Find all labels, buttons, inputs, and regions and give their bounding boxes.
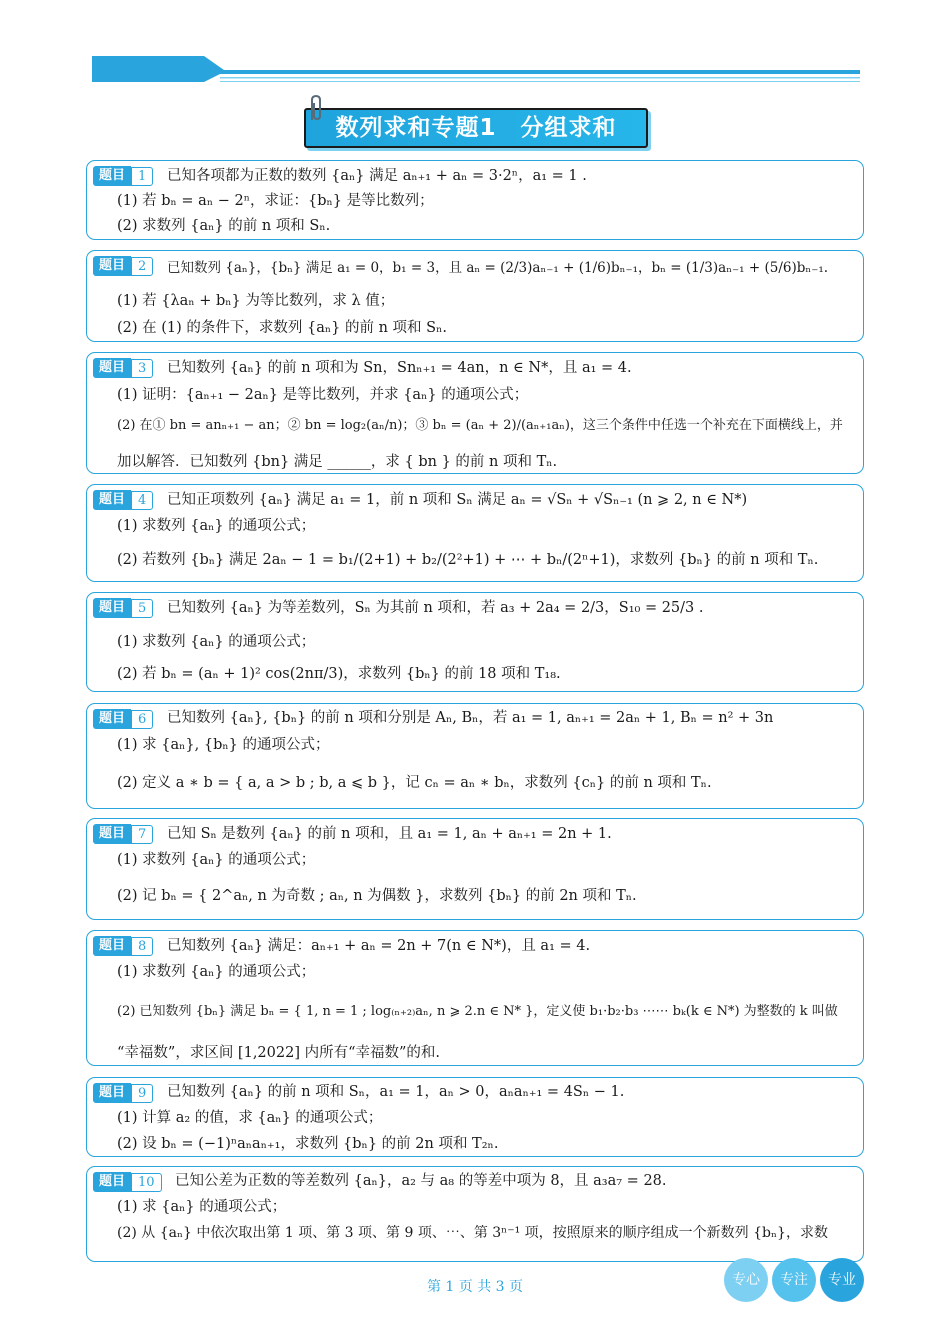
- problem-6: [86, 703, 864, 809]
- problem-tag: [93, 490, 153, 510]
- problem-part: (1) 求数列 {aₙ} 的通项公式；: [117, 634, 316, 650]
- problem-part: “幸福数”，求区间 [1,2022] 内所有“幸福数”的和.: [117, 1045, 441, 1061]
- slogan-bubble-1: 专心: [724, 1258, 768, 1302]
- problem-part: (2) 在① bn = anₙ₊₁ − an；② bn = log₂(aₙ/n)；③ bₙ = (aₙ + 2)/(aₙ₊₁aₙ)，这三个条件中任选一个补充在下面横线上，并: [117, 418, 843, 433]
- problem-part: (2) 记 bₙ = { 2^aₙ, n 为奇数 ; aₙ, n 为偶数 }，求数列 {bₙ} 的前 2n 项和 Tₙ.: [117, 888, 637, 904]
- problem-statement: 已知数列 {aₙ} 的前 n 项和 Sₙ，a₁ = 1，aₙ > 0，aₙaₙ₊₁ = 4Sₙ − 1.: [167, 1084, 625, 1100]
- problem-part: (1) 求 {aₙ} 的通项公式；: [117, 1199, 287, 1215]
- problem-tag-label: 题目: [93, 256, 131, 276]
- problem-tag-number: 8: [131, 937, 153, 956]
- problem-9: [86, 1077, 864, 1157]
- problem-tag-label: 题目: [93, 1083, 131, 1103]
- problem-part: (2) 从 {aₙ} 中依次取出第 1 项、第 3 项、第 9 项、⋯、第 3ⁿ⁻¹ 项，按照原来的顺序组成一个新数列 {bₙ}，求数: [117, 1225, 828, 1241]
- problem-tag-label: 题目: [93, 166, 131, 186]
- problem-tag-number: 5: [131, 599, 153, 618]
- problem-statement: 已知公差为正数的等差数列 {aₙ}，a₂ 与 a₈ 的等差中项为 8，且 a₃a₇ = 28.: [175, 1173, 667, 1189]
- problem-part: (2) 定义 a ∗ b = { a, a > b ; b, a ⩽ b }，记 cₙ = aₙ ∗ bₙ，求数列 {cₙ} 的前 n 项和 Tₙ.: [117, 775, 712, 791]
- problem-part: (2) 若 bₙ = (aₙ + 1)² cos(2nπ/3)，求数列 {bₙ} 的前 18 项和 T₁₈.: [117, 666, 561, 682]
- problem-1: [86, 160, 864, 240]
- problem-part: (1) 求数列 {aₙ} 的通项公式；: [117, 964, 316, 980]
- problem-tag-number: 7: [131, 825, 153, 844]
- problem-part: (1) 若 {λaₙ + bₙ} 为等比数列，求 λ 值；: [117, 293, 395, 309]
- problem-statement: 已知正项数列 {aₙ} 满足 a₁ = 1，前 n 项和 Sₙ 满足 aₙ = √Sₙ + √Sₙ₋₁ (n ⩾ 2, n ∈ N*): [167, 492, 748, 508]
- problem-4: [86, 484, 864, 582]
- problem-tag: [93, 166, 153, 186]
- problem-part: (2) 求数列 {aₙ} 的前 n 项和 Sₙ.: [117, 218, 331, 234]
- problem-tag-label: 题目: [93, 598, 131, 618]
- problem-statement: 已知数列 {aₙ} 为等差数列，Sₙ 为其前 n 项和，若 a₃ + 2a₄ = 2/3，S₁₀ = 25/3 .: [167, 600, 704, 616]
- problem-statement: 已知 Sₙ 是数列 {aₙ} 的前 n 项和，且 a₁ = 1, aₙ + aₙ₊₁ = 2n + 1.: [167, 826, 612, 842]
- problem-tag: [93, 709, 153, 729]
- problem-part: (1) 求数列 {aₙ} 的通项公式；: [117, 852, 316, 868]
- problem-8: [86, 930, 864, 1066]
- problem-tag: [93, 824, 153, 844]
- problem-tag-label: 题目: [93, 709, 131, 729]
- problem-part: (1) 证明：{aₙ₊₁ − 2aₙ} 是等比数列，并求 {aₙ} 的通项公式；: [117, 387, 529, 403]
- problem-tag: [93, 1172, 162, 1192]
- problem-tag: [93, 598, 153, 618]
- problem-7: [86, 818, 864, 920]
- problem-tag-label: 题目: [93, 490, 131, 510]
- problem-statement: 已知各项都为正数的数列 {aₙ} 满足 aₙ₊₁ + aₙ = 3·2ⁿ，a₁ = 1 .: [167, 168, 587, 184]
- problem-tag: [93, 256, 153, 276]
- problem-statement: 已知数列 {aₙ} 满足：aₙ₊₁ + aₙ = 2n + 7(n ∈ N*)，且 a₁ = 4.: [167, 938, 591, 954]
- title-banner: [300, 104, 648, 148]
- problem-tag-label: 题目: [93, 936, 131, 956]
- problem-tag-label: 题目: [93, 358, 131, 378]
- problem-tag-number: 3: [131, 359, 153, 378]
- problem-tag-number: 2: [131, 257, 153, 276]
- problem-10: [86, 1166, 864, 1262]
- problem-tag-label: 题目: [93, 824, 131, 844]
- problem-tag: [93, 358, 153, 378]
- slogan-bubble-2: 专注: [772, 1258, 816, 1302]
- problem-3: [86, 352, 864, 474]
- problem-part: (2) 已知数列 {bₙ} 满足 bₙ = { 1, n = 1 ; log₍ₙ₊₂₎aₙ, n ⩾ 2.n ∈ N* }，定义使 b₁·b₂·b₃ ⋯⋯ bₖ(k ∈ N*) 为整数的 k 叫做: [117, 1004, 838, 1019]
- problem-part: (2) 在 (1) 的条件下，求数列 {aₙ} 的前 n 项和 Sₙ.: [117, 320, 447, 336]
- problem-part: 加以解答．已知数列 {bn} 满足 ______，求 { bn } 的前 n 项和 Tₙ.: [117, 454, 558, 470]
- problem-part: (1) 计算 a₂ 的值，求 {aₙ} 的通项公式；: [117, 1110, 383, 1126]
- paperclip-icon: [306, 94, 328, 124]
- problem-tag-number: 1: [131, 167, 153, 186]
- problem-tag-number: 4: [131, 491, 153, 510]
- problem-tag-number: 9: [131, 1084, 153, 1103]
- problem-part: (2) 若数列 {bₙ} 满足 2aₙ − 1 = b₁/(2+1) + b₂/(2²+1) + ⋯ + bₙ/(2ⁿ+1)，求数列 {bₙ} 的前 n 项和 Tₙ.: [117, 552, 819, 568]
- problem-5: [86, 592, 864, 692]
- problem-tag-label: 题目: [93, 1172, 131, 1192]
- problem-part: (1) 求 {aₙ}, {bₙ} 的通项公式；: [117, 737, 330, 753]
- problem-statement: 已知数列 {aₙ}，{bₙ} 满足 a₁ = 0，b₁ = 3，且 aₙ = (2/3)aₙ₋₁ + (1/6)bₙ₋₁，bₙ = (1/3)aₙ₋₁ + (5/6)bₙ₋₁.: [167, 260, 829, 276]
- problem-statement: 已知数列 {aₙ} 的前 n 项和为 Sn，Snₙ₊₁ = 4an，n ∈ N*，且 a₁ = 4.: [167, 360, 632, 376]
- problem-2: [86, 250, 864, 342]
- problem-tag-number: 10: [131, 1173, 162, 1192]
- problem-tag: [93, 1083, 153, 1103]
- problem-tag: [93, 936, 153, 956]
- slogan-bubble-3: 专业: [820, 1258, 864, 1302]
- problem-part: (1) 求数列 {aₙ} 的通项公式；: [117, 518, 316, 534]
- problem-statement: 已知数列 {aₙ}, {bₙ} 的前 n 项和分别是 Aₙ, Bₙ，若 a₁ = 1, aₙ₊₁ = 2aₙ + 1, Bₙ = n² + 3n: [167, 710, 774, 726]
- page-footer: 第 1 页 共 3 页: [426, 1279, 524, 1295]
- problem-part: (2) 设 bₙ = (−1)ⁿaₙaₙ₊₁，求数列 {bₙ} 的前 2n 项和 T₂ₙ.: [117, 1136, 499, 1152]
- header-decor-bar: [92, 56, 860, 84]
- problem-tag-number: 6: [131, 710, 153, 729]
- problem-part: (1) 若 bₙ = aₙ − 2ⁿ，求证：{bₙ} 是等比数列；: [117, 193, 434, 209]
- slogan-bubbles: [724, 1258, 864, 1302]
- page-title: 数列求和专题1 分组求和: [335, 115, 617, 141]
